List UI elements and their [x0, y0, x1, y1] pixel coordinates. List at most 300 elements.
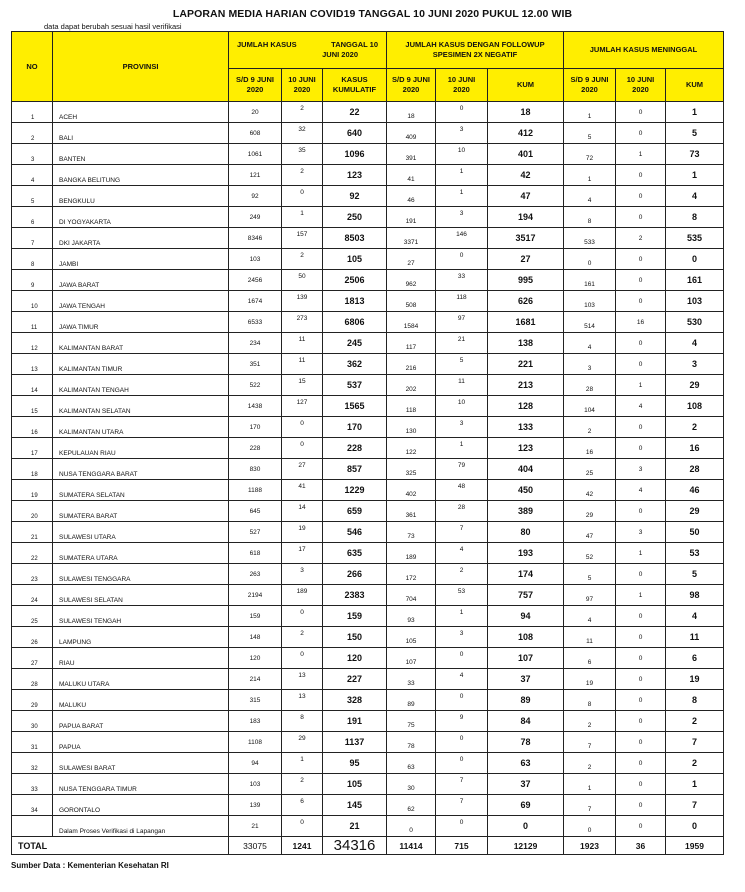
sub-kasus-sd9: S/D 9 JUNI 2020 [229, 69, 282, 102]
table-row [12, 207, 724, 228]
cell-m-kum: 5 [666, 564, 724, 585]
cell-k-10: 0 [282, 417, 323, 438]
cell-m-sd9: 47 [564, 522, 616, 543]
table-row [12, 669, 724, 690]
cell-k-10: 13 [282, 669, 323, 690]
table-row [12, 711, 724, 732]
cell-k-sd9: 527 [229, 522, 282, 543]
cell-m-kum: 1 [666, 165, 724, 186]
cell-f-10: 11 [436, 375, 488, 396]
cell-k-10: 11 [282, 333, 323, 354]
cell-f-10: 0 [436, 816, 488, 837]
cell-m-sd9: 161 [564, 270, 616, 291]
cell-m-10: 0 [616, 333, 666, 354]
source-note: Sumber Data : Kementerian Kesehatan RI [11, 861, 169, 870]
cell-f-kum: 37 [488, 774, 564, 795]
cell-no: 32 [12, 753, 53, 774]
cell-f-sd9: 216 [387, 354, 436, 375]
cell-prov: JAWA BARAT [53, 270, 229, 291]
cell-prov: DI YOGYAKARTA [53, 207, 229, 228]
cell-k-10: 139 [282, 291, 323, 312]
cell-f-sd9: 3371 [387, 228, 436, 249]
cell-f-kum: 107 [488, 648, 564, 669]
cell-f-10: 1 [436, 165, 488, 186]
cell-f-sd9: 78 [387, 732, 436, 753]
cell-f-10: 10 [436, 144, 488, 165]
cell-f-10: 97 [436, 312, 488, 333]
cell-k-kum: 105 [323, 249, 387, 270]
cell-prov: SULAWESI TENGAH [53, 606, 229, 627]
cell-f-kum: 78 [488, 732, 564, 753]
cell-f-sd9: 1584 [387, 312, 436, 333]
cell-k-sd9: 20 [229, 102, 282, 123]
cell-k-sd9: 1674 [229, 291, 282, 312]
cell-m-10: 0 [616, 354, 666, 375]
cell-m-kum: 103 [666, 291, 724, 312]
cell-f-sd9: 202 [387, 375, 436, 396]
cell-m-kum: 6 [666, 648, 724, 669]
table-row [12, 165, 724, 186]
cell-k-kum: 1565 [323, 396, 387, 417]
cell-k-sd9: 103 [229, 774, 282, 795]
cell-m-kum: 2 [666, 753, 724, 774]
cell-k-10: 1 [282, 753, 323, 774]
cell-m-10: 0 [616, 669, 666, 690]
cell-f-sd9: 75 [387, 711, 436, 732]
cell-prov: PAPUA [53, 732, 229, 753]
cell-no: 24 [12, 585, 53, 606]
cell-f-sd9: 191 [387, 207, 436, 228]
cell-no: 16 [12, 417, 53, 438]
cell-m-10: 0 [616, 564, 666, 585]
cell-f-kum: 138 [488, 333, 564, 354]
cell-f-sd9: 30 [387, 774, 436, 795]
cell-m-kum: 4 [666, 333, 724, 354]
cell-m-kum: 8 [666, 690, 724, 711]
cell-m-sd9: 103 [564, 291, 616, 312]
cell-no: 21 [12, 522, 53, 543]
cell-k-10: 0 [282, 606, 323, 627]
cell-m-sd9: 4 [564, 186, 616, 207]
cell-k-kum: 170 [323, 417, 387, 438]
cell-m-kum: 2 [666, 417, 724, 438]
cell-m-sd9: 533 [564, 228, 616, 249]
cell-m-kum: 1 [666, 774, 724, 795]
table-row [12, 270, 724, 291]
cell-prov: MALUKU [53, 690, 229, 711]
cell-f-10: 0 [436, 732, 488, 753]
cell-m-sd9: 104 [564, 396, 616, 417]
cell-f-sd9: 41 [387, 165, 436, 186]
cell-no: 29 [12, 690, 53, 711]
cell-k-10: 273 [282, 312, 323, 333]
cell-no: 6 [12, 207, 53, 228]
cell-f-kum: 1681 [488, 312, 564, 333]
table-row [12, 354, 724, 375]
cell-m-10: 1 [616, 543, 666, 564]
cell-f-10: 7 [436, 774, 488, 795]
header-jumlah-kasus-left: JUMLAH KASUS [237, 40, 297, 49]
cell-f-10: 0 [436, 102, 488, 123]
sub-meninggal-10: 10 JUNI 2020 [616, 69, 666, 102]
cell-k-sd9: 183 [229, 711, 282, 732]
cell-k-sd9: 159 [229, 606, 282, 627]
cell-k-10: 2 [282, 774, 323, 795]
cell-k-10: 0 [282, 438, 323, 459]
cell-k-10: 11 [282, 354, 323, 375]
cell-k-sd9: 1188 [229, 480, 282, 501]
cell-k-kum: 8503 [323, 228, 387, 249]
table-row [12, 774, 724, 795]
cell-prov: SUMATERA BARAT [53, 501, 229, 522]
cell-f-sd9: 107 [387, 648, 436, 669]
cell-m-10: 0 [616, 606, 666, 627]
cell-k-10: 2 [282, 627, 323, 648]
cell-f-kum: 3517 [488, 228, 564, 249]
cell-k-sd9: 2194 [229, 585, 282, 606]
cell-k-10: 29 [282, 732, 323, 753]
cell-f-10: 79 [436, 459, 488, 480]
cell-f-10: 1 [436, 438, 488, 459]
cell-no: 14 [12, 375, 53, 396]
cell-f-10: 33 [436, 270, 488, 291]
cell-k-kum: 362 [323, 354, 387, 375]
cell-f-10: 0 [436, 690, 488, 711]
cell-k-kum: 537 [323, 375, 387, 396]
cell-m-10: 1 [616, 375, 666, 396]
sub-followup-kum: KUM [488, 69, 564, 102]
header-jumlah-kasus [229, 32, 387, 69]
cell-m-10: 0 [616, 438, 666, 459]
header-jumlah-kasus-line2: JUNI 2020 [322, 50, 358, 59]
cell-f-kum: 757 [488, 585, 564, 606]
cell-k-sd9: 214 [229, 669, 282, 690]
header-followup-line1: JUMLAH KASUS DENGAN FOLLOWUP [405, 40, 545, 49]
cell-k-kum: 250 [323, 207, 387, 228]
cell-no: 28 [12, 669, 53, 690]
cell-f-sd9: 73 [387, 522, 436, 543]
table-row [12, 186, 724, 207]
cell-k-10: 15 [282, 375, 323, 396]
total-f-kum: 12129 [488, 837, 564, 855]
cell-m-kum: 535 [666, 228, 724, 249]
cell-f-10: 146 [436, 228, 488, 249]
table-row [12, 396, 724, 417]
cell-k-kum: 6806 [323, 312, 387, 333]
cell-k-10: 6 [282, 795, 323, 816]
total-label: TOTAL [12, 837, 229, 855]
cell-k-sd9: 148 [229, 627, 282, 648]
cell-k-10: 2 [282, 249, 323, 270]
cell-no: 3 [12, 144, 53, 165]
cell-f-sd9: 704 [387, 585, 436, 606]
cell-prov: SULAWESI UTARA [53, 522, 229, 543]
cell-k-kum: 857 [323, 459, 387, 480]
cell-no: 7 [12, 228, 53, 249]
cell-k-sd9: 1108 [229, 732, 282, 753]
cell-no: 5 [12, 186, 53, 207]
cell-m-sd9: 4 [564, 333, 616, 354]
cell-m-sd9: 16 [564, 438, 616, 459]
cell-no: 22 [12, 543, 53, 564]
cell-f-10: 3 [436, 207, 488, 228]
sub-followup-10: 10 JUNI 2020 [436, 69, 488, 102]
cell-prov: LAMPUNG [53, 627, 229, 648]
cell-f-sd9: 189 [387, 543, 436, 564]
cell-m-10: 0 [616, 249, 666, 270]
table-row [12, 522, 724, 543]
cell-k-sd9: 2456 [229, 270, 282, 291]
cell-no: 2 [12, 123, 53, 144]
cell-f-kum: 42 [488, 165, 564, 186]
cell-prov: BALI [53, 123, 229, 144]
cell-f-sd9: 402 [387, 480, 436, 501]
cell-prov: BANGKA BELITUNG [53, 165, 229, 186]
table-row [12, 291, 724, 312]
cell-m-10: 0 [616, 774, 666, 795]
cell-prov: PAPUA BARAT [53, 711, 229, 732]
cell-m-kum: 29 [666, 375, 724, 396]
cell-m-kum: 19 [666, 669, 724, 690]
cell-m-kum: 73 [666, 144, 724, 165]
cell-f-sd9: 18 [387, 102, 436, 123]
total-k-kum: 34316 [323, 837, 387, 855]
cell-f-kum: 193 [488, 543, 564, 564]
cell-m-sd9: 5 [564, 564, 616, 585]
cell-k-kum: 2506 [323, 270, 387, 291]
cell-m-sd9: 1 [564, 102, 616, 123]
cell-m-sd9: 8 [564, 690, 616, 711]
cell-no: 10 [12, 291, 53, 312]
cell-m-kum: 530 [666, 312, 724, 333]
cell-m-10: 0 [616, 291, 666, 312]
cell-m-sd9: 0 [564, 249, 616, 270]
cell-f-sd9: 0 [387, 816, 436, 837]
cell-m-sd9: 514 [564, 312, 616, 333]
cell-k-10: 0 [282, 648, 323, 669]
total-m-kum: 1959 [666, 837, 724, 855]
cell-m-10: 0 [616, 753, 666, 774]
cell-no: 4 [12, 165, 53, 186]
cell-m-10: 0 [616, 795, 666, 816]
cell-f-10: 48 [436, 480, 488, 501]
table-row [12, 501, 724, 522]
cell-no: 15 [12, 396, 53, 417]
cell-f-sd9: 46 [387, 186, 436, 207]
cell-prov: NUSA TENGGARA TIMUR [53, 774, 229, 795]
cell-prov: KALIMANTAN SELATAN [53, 396, 229, 417]
cell-m-10: 3 [616, 522, 666, 543]
cell-k-kum: 659 [323, 501, 387, 522]
table-row [12, 648, 724, 669]
cell-m-sd9: 2 [564, 753, 616, 774]
cell-f-sd9: 508 [387, 291, 436, 312]
table-row [12, 627, 724, 648]
cell-k-sd9: 228 [229, 438, 282, 459]
cell-m-10: 1 [616, 144, 666, 165]
cell-m-10: 0 [616, 627, 666, 648]
table-row [12, 753, 724, 774]
cell-k-sd9: 170 [229, 417, 282, 438]
cell-f-10: 53 [436, 585, 488, 606]
cell-m-kum: 7 [666, 795, 724, 816]
cell-prov: KALIMANTAN TENGAH [53, 375, 229, 396]
cell-k-kum: 191 [323, 711, 387, 732]
cell-k-kum: 150 [323, 627, 387, 648]
cell-f-10: 1 [436, 606, 488, 627]
cell-m-10: 3 [616, 459, 666, 480]
cell-f-sd9: 33 [387, 669, 436, 690]
cell-f-kum: 63 [488, 753, 564, 774]
cell-m-sd9: 28 [564, 375, 616, 396]
cell-k-kum: 21 [323, 816, 387, 837]
cell-no: 9 [12, 270, 53, 291]
cell-m-kum: 98 [666, 585, 724, 606]
cell-no: 18 [12, 459, 53, 480]
total-k-10: 1241 [282, 837, 323, 855]
cell-f-kum: 626 [488, 291, 564, 312]
cell-m-10: 0 [616, 165, 666, 186]
table-row [12, 816, 724, 837]
cell-k-kum: 1813 [323, 291, 387, 312]
header-jumlah-kasus-right: TANGGAL 10 [331, 40, 378, 49]
cell-m-10: 0 [616, 711, 666, 732]
table-row [12, 333, 724, 354]
cell-m-kum: 5 [666, 123, 724, 144]
table-row [12, 249, 724, 270]
cell-no: 19 [12, 480, 53, 501]
total-f-sd9: 11414 [387, 837, 436, 855]
cell-no: 26 [12, 627, 53, 648]
cell-k-kum: 1096 [323, 144, 387, 165]
sub-followup-sd9: S/D 9 JUNI 2020 [387, 69, 436, 102]
cell-no: 33 [12, 774, 53, 795]
cell-m-kum: 11 [666, 627, 724, 648]
cell-k-sd9: 830 [229, 459, 282, 480]
cell-f-kum: 213 [488, 375, 564, 396]
cell-no [12, 816, 53, 837]
cell-k-sd9: 315 [229, 690, 282, 711]
header-meninggal: JUMLAH KASUS MENINGGAL [564, 32, 724, 69]
cell-k-kum: 227 [323, 669, 387, 690]
cell-m-sd9: 5 [564, 123, 616, 144]
cell-f-10: 2 [436, 564, 488, 585]
cell-k-sd9: 1061 [229, 144, 282, 165]
cell-no: 20 [12, 501, 53, 522]
cell-f-kum: 89 [488, 690, 564, 711]
cell-k-sd9: 21 [229, 816, 282, 837]
cell-k-sd9: 522 [229, 375, 282, 396]
cell-k-kum: 145 [323, 795, 387, 816]
cell-prov: KALIMANTAN BARAT [53, 333, 229, 354]
cell-prov: KEPULAUAN RIAU [53, 438, 229, 459]
cell-k-sd9: 92 [229, 186, 282, 207]
table-row [12, 564, 724, 585]
cell-f-kum: 94 [488, 606, 564, 627]
cell-m-10: 0 [616, 417, 666, 438]
cell-m-kum: 29 [666, 501, 724, 522]
table-row [12, 438, 724, 459]
cell-f-kum: 221 [488, 354, 564, 375]
cell-no: 1 [12, 102, 53, 123]
cell-m-10: 0 [616, 186, 666, 207]
cell-m-sd9: 1 [564, 165, 616, 186]
sub-meninggal-kum: KUM [666, 69, 724, 102]
cell-k-10: 8 [282, 711, 323, 732]
cell-no: 27 [12, 648, 53, 669]
cell-k-10: 13 [282, 690, 323, 711]
cell-k-kum: 2383 [323, 585, 387, 606]
cell-k-kum: 1137 [323, 732, 387, 753]
cell-m-sd9: 42 [564, 480, 616, 501]
cell-k-10: 32 [282, 123, 323, 144]
cell-prov: MALUKU UTARA [53, 669, 229, 690]
cell-f-kum: 0 [488, 816, 564, 837]
cell-m-kum: 1 [666, 102, 724, 123]
total-m-sd9: 1923 [564, 837, 616, 855]
cell-m-10: 0 [616, 816, 666, 837]
covid-table [11, 31, 724, 855]
cell-prov: BENGKULU [53, 186, 229, 207]
header-followup-line2: SPESIMEN 2X NEGATIF [432, 50, 518, 59]
cell-prov: NUSA TENGGARA BARAT [53, 459, 229, 480]
cell-prov: Dalam Proses Verifikasi di Lapangan [53, 816, 229, 837]
table-row [12, 102, 724, 123]
total-f-10: 715 [436, 837, 488, 855]
cell-f-sd9: 172 [387, 564, 436, 585]
cell-m-kum: 53 [666, 543, 724, 564]
table-row [12, 459, 724, 480]
table-row [12, 480, 724, 501]
cell-prov: GORONTALO [53, 795, 229, 816]
report-title: LAPORAN MEDIA HARIAN COVID19 TANGGAL 10 JUNI 2020 PUKUL 12.00 WIB [172, 8, 573, 20]
cell-f-kum: 37 [488, 669, 564, 690]
cell-f-sd9: 391 [387, 144, 436, 165]
cell-k-kum: 228 [323, 438, 387, 459]
cell-prov: RIAU [53, 648, 229, 669]
cell-m-sd9: 1 [564, 774, 616, 795]
cell-prov: JAWA TIMUR [53, 312, 229, 333]
cell-prov: SULAWESI SELATAN [53, 585, 229, 606]
cell-m-kum: 16 [666, 438, 724, 459]
cell-f-10: 10 [436, 396, 488, 417]
cell-m-10: 0 [616, 690, 666, 711]
cell-m-sd9: 4 [564, 606, 616, 627]
cell-f-kum: 133 [488, 417, 564, 438]
cell-k-sd9: 351 [229, 354, 282, 375]
cell-no: 8 [12, 249, 53, 270]
cell-m-sd9: 7 [564, 795, 616, 816]
table-row [12, 417, 724, 438]
cell-f-10: 7 [436, 795, 488, 816]
cell-prov: ACEH [53, 102, 229, 123]
cell-f-kum: 450 [488, 480, 564, 501]
cell-k-sd9: 645 [229, 501, 282, 522]
cell-k-sd9: 103 [229, 249, 282, 270]
cell-f-sd9: 89 [387, 690, 436, 711]
cell-k-sd9: 8346 [229, 228, 282, 249]
cell-f-kum: 194 [488, 207, 564, 228]
cell-k-sd9: 94 [229, 753, 282, 774]
cell-m-kum: 3 [666, 354, 724, 375]
cell-f-10: 4 [436, 669, 488, 690]
cell-k-sd9: 263 [229, 564, 282, 585]
cell-k-10: 0 [282, 816, 323, 837]
cell-k-kum: 159 [323, 606, 387, 627]
cell-k-kum: 635 [323, 543, 387, 564]
cell-k-10: 17 [282, 543, 323, 564]
cell-no: 34 [12, 795, 53, 816]
